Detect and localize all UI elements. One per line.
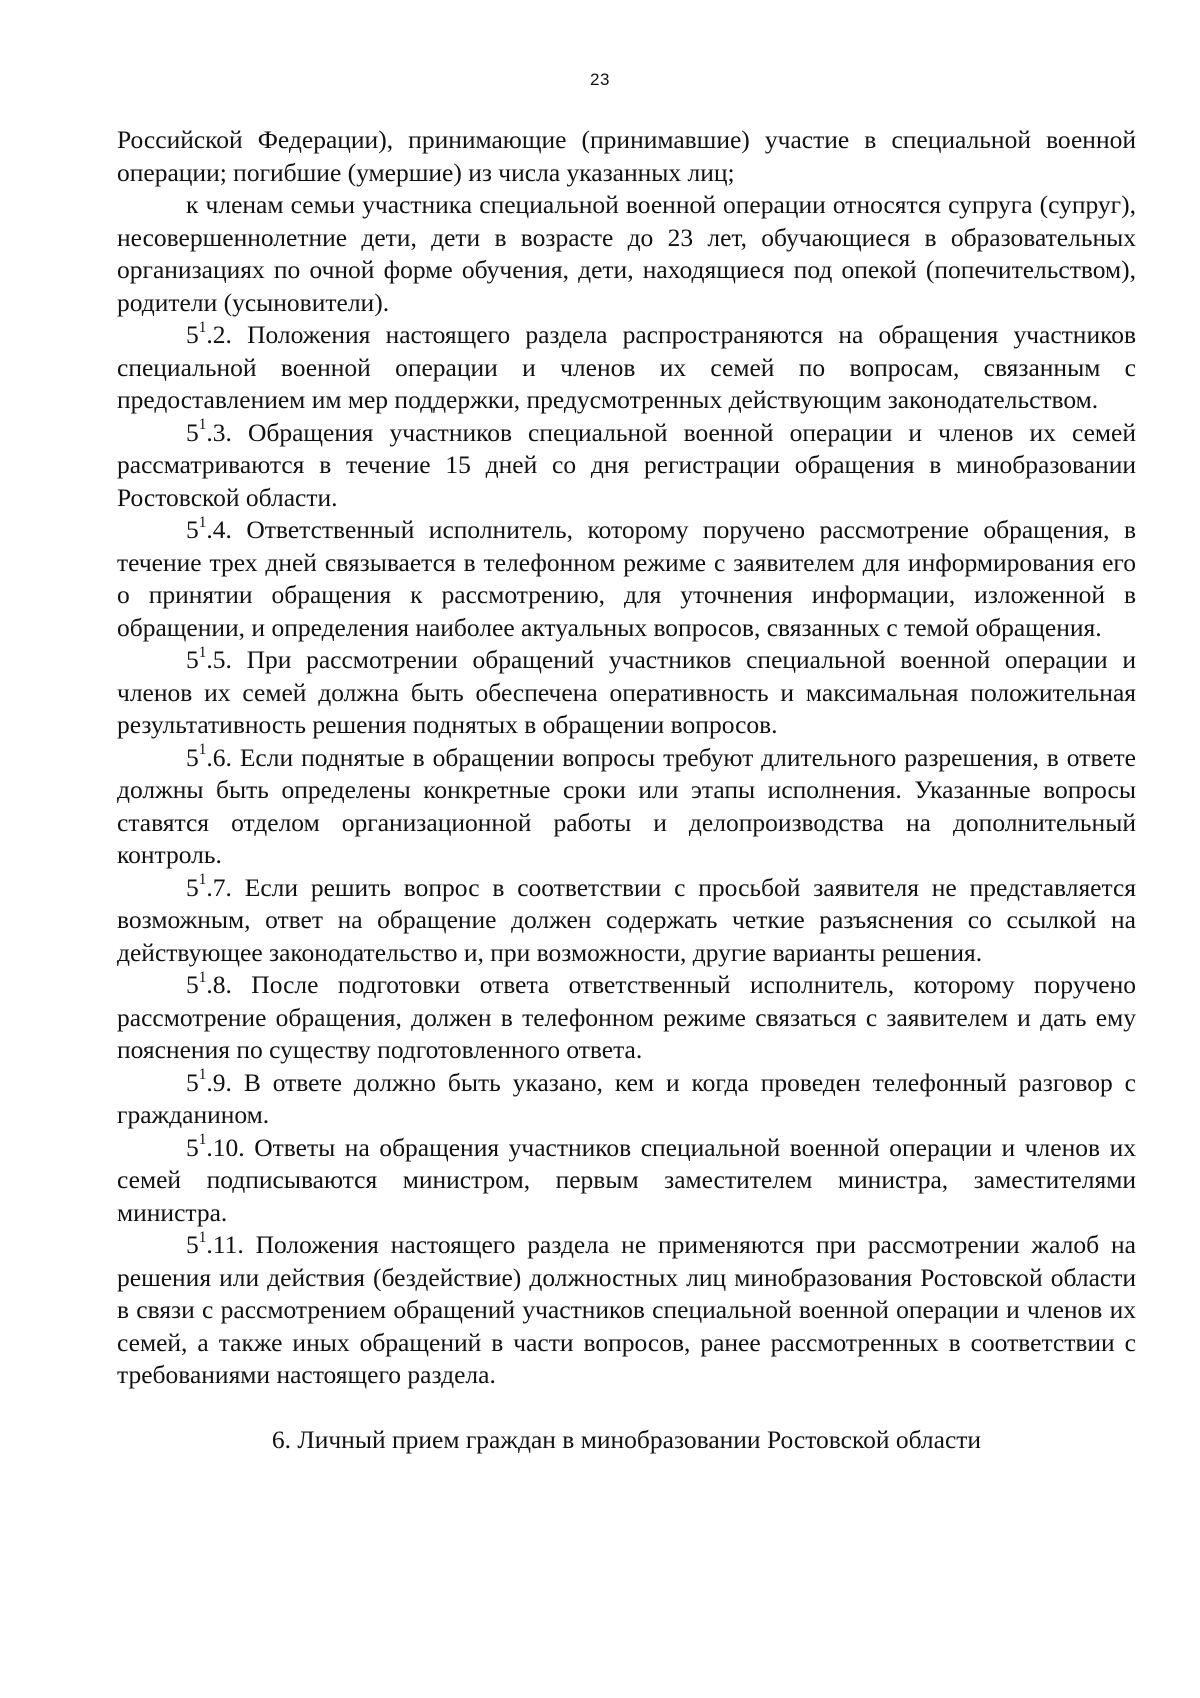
clause-superscript: 1 <box>198 741 207 759</box>
clause-number: 5 <box>186 1132 199 1162</box>
page-number: 23 <box>590 70 610 89</box>
clause-superscript: 1 <box>198 318 207 336</box>
clause-5-1-7 <box>117 872 1136 970</box>
clause-5-1-10 <box>117 1132 1136 1230</box>
clause-number: 5 <box>186 645 199 674</box>
clause-number: 5 <box>186 320 199 349</box>
clause-text: .4. Ответственный исполнитель, которому поручено рассмотрение обращения, в течение трех дней связывается в телефонном режиме с заявителем для информирования его о принятии обращения к рассмотрению, для уточнения информации, изложенной в обращении, и определения наиболее актуальных вопросов, связанных с темой обращения. <box>117 515 1136 642</box>
clause-5-1-8 <box>117 969 1136 1067</box>
clause-5-1-11 <box>117 1229 1136 1392</box>
clause-text: .5. При рассмотрении обращений участников специальной военной операции и членов их семей должна быть обеспечена оперативность и максимальная положительная результативность решения поднятых в обращении вопросов. <box>117 645 1136 739</box>
clause-superscript: 1 <box>198 513 207 531</box>
clause-superscript: 1 <box>198 968 207 986</box>
clause-number: 5 <box>186 1067 199 1097</box>
clause-text: .3. Обращения участников специальной военной операции и членов их семей рассматриваются в течение 15 дней со дня регистрации обращения в минобразовании Ростовской области. <box>117 417 1136 512</box>
clause-5-1-4 <box>117 514 1136 644</box>
clause-number: 5 <box>186 872 199 902</box>
clause-number: 5 <box>186 742 199 772</box>
clause-number: 5 <box>186 515 199 544</box>
clause-number: 5 <box>186 417 199 447</box>
clause-5-1-5 <box>117 644 1136 742</box>
clause-number: 5 <box>186 970 199 999</box>
clause-superscript: 1 <box>198 416 207 434</box>
clause-superscript: 1 <box>198 1131 207 1149</box>
clause-superscript: 1 <box>198 1228 207 1246</box>
paragraph-text: к членам семьи участника специальной военной операции относятся супруга (супруг), несовершеннолетние дети, дети в возрасте до 23 лет, обучающиеся в образовательных организациях по очной форме обучения, дети, находящиеся под опекой (попечительством), родители (усыновители). <box>117 190 1136 317</box>
paragraph-family-members <box>117 189 1136 319</box>
clause-text: .7. Если решить вопрос в соответствии с просьбой заявителя не представляется возможным, ответ на обращение должен содержать четкие разъяснения со ссылкой на действующее законодательство и, при возможности, другие варианты решения. <box>117 872 1136 967</box>
section-heading: 6. Личный прием граждан в минобразовании Ростовской области <box>271 1424 982 1454</box>
clause-5-1-9 <box>117 1067 1136 1132</box>
clause-text: .8. После подготовки ответа ответственный исполнитель, которому поручено рассмотрение обращения, должен в телефонном режиме связаться с заявителем и дать ему пояснения по существу подготовленного ответа. <box>117 970 1136 1064</box>
clause-text: .10. Ответы на обращения участников специальной военной операции и членов их семей подписываются министром, первым заместителем министра, заместителями министра. <box>117 1132 1136 1227</box>
clause-superscript: 1 <box>198 871 207 889</box>
document-body <box>117 124 1136 1456</box>
clause-number: 5 <box>186 1230 199 1259</box>
clause-superscript: 1 <box>198 1066 207 1084</box>
paragraph-text: Российской Федерации), принимающие (принимавшие) участие в специальной военной операции; погибшие (умершие) из числа указанных лиц; <box>117 125 1136 187</box>
clause-5-1-2 <box>117 319 1136 417</box>
clause-5-1-3 <box>117 417 1136 515</box>
clause-text: .9. В ответе должно быть указано, кем и когда проведен телефонный разговор с гражданином. <box>117 1067 1136 1129</box>
clause-text: .2. Положения настоящего раздела распространяются на обращения участников специальной военной операции и членов их семей по вопросам, связанным с предоставлением им мер поддержки, предусмотренных действующим законодательством. <box>117 320 1136 414</box>
clause-text: .6. Если поднятые в обращении вопросы требуют длительного разрешения, в ответе должны быть определены конкретные сроки или этапы исполнения. Указанные вопросы ставятся отделом организационной работы и делопроизводства на дополнительный контроль. <box>117 742 1136 869</box>
clause-superscript: 1 <box>198 643 207 661</box>
clause-text: .11. Положения настоящего раздела не применяются при рассмотрении жалоб на решения или действия (бездействие) должностных лиц минобразования Ростовской области в связи с рассмотрением обращений участников специальной военной операции и членов их семей, а также иных обращений в части вопросов, ранее рассмотренных в соответствии с требованиями настоящего раздела. <box>117 1230 1136 1389</box>
clause-5-1-6 <box>117 742 1136 872</box>
paragraph-continuation <box>117 124 1136 189</box>
